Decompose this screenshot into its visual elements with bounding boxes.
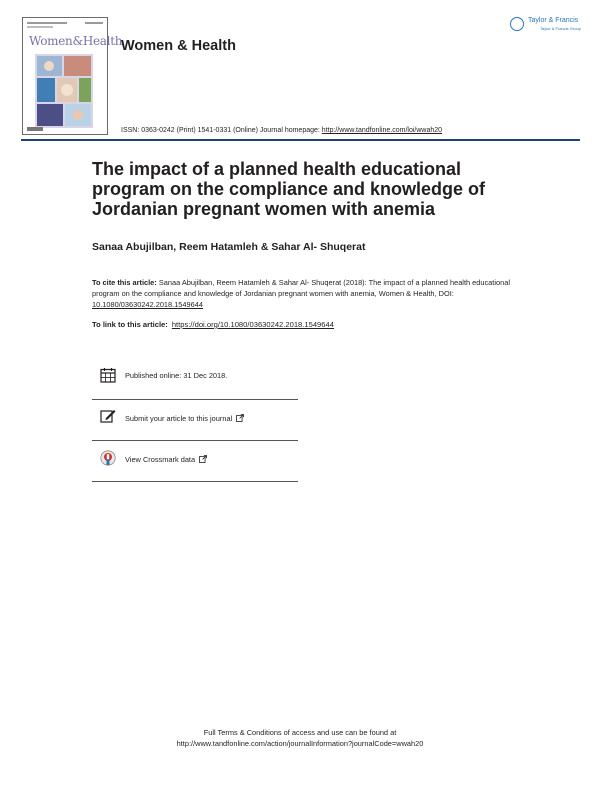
- publisher-logo-icon: [510, 17, 524, 31]
- external-link-icon: [199, 455, 207, 463]
- publisher-name: Taylor & Francis: [528, 17, 579, 24]
- cover-text-line: [85, 22, 103, 24]
- published-date: Published online: 31 Dec 2018.: [125, 371, 228, 380]
- footer-terms-url[interactable]: http://www.tandfonline.com/action/journalInformation?journalCode=wwah20: [176, 739, 424, 748]
- citation-label: To cite this article:: [92, 278, 157, 287]
- crossmark-icon: [100, 450, 116, 466]
- external-link-icon: [236, 414, 244, 422]
- publisher-group: Taylor & Francis Group: [540, 26, 581, 31]
- cover-title: Women&Health: [29, 34, 123, 48]
- issn-text: ISSN: 0363-0242 (Print) 1541-0331 (Online) Journal homepage:: [121, 127, 322, 134]
- journal-homepage-link[interactable]: http://www.tandfonline.com/loi/wwah20: [321, 127, 443, 134]
- submit-article-label: Submit your article to this journal: [125, 414, 233, 423]
- journal-name: Women & Health: [121, 38, 236, 54]
- info-divider: [92, 440, 298, 441]
- citation-text: Sanaa Abujilban, Reem Hatamleh & Sahar Al- Shuqerat (2018): The impact of a planned health educational program on the compliance and knowledge of Jordanian pregnant women with anemia, Women & Health, DOI:: [92, 278, 510, 298]
- cover-text-line: [27, 22, 67, 24]
- article-authors: Sanaa Abujilban, Reem Hatamleh & Sahar Al- Shuqerat: [92, 241, 366, 253]
- info-divider: [92, 399, 298, 400]
- crossmark-label: View Crossmark data: [125, 455, 196, 464]
- article-link-row: [92, 320, 334, 329]
- submit-article-link[interactable]: [125, 414, 244, 423]
- article-title: The impact of a planned health educational program on the compliance and knowledge of Jordanian pregnant women with anemia: [92, 159, 486, 219]
- cover-publisher-logo: [27, 127, 43, 131]
- header-divider: [21, 139, 580, 141]
- calendar-icon: [100, 367, 116, 383]
- edit-icon: [100, 408, 116, 424]
- cover-photo-collage: [35, 54, 93, 128]
- crossmark-link[interactable]: [125, 455, 207, 464]
- footer-terms-text: Full Terms & Conditions of access and use can be found at: [203, 728, 397, 737]
- publisher-logo[interactable]: [510, 17, 584, 35]
- citation-block: [92, 277, 522, 310]
- footer: [0, 727, 600, 749]
- article-doi-url[interactable]: https://doi.org/10.1080/03630242.2018.1549644: [171, 320, 334, 329]
- article-link-label: To link to this article:: [92, 320, 168, 329]
- cover-text-line: [27, 26, 53, 28]
- citation-doi-link[interactable]: 10.1080/03630242.2018.1549644: [92, 300, 203, 309]
- info-divider: [92, 481, 298, 482]
- issn-line: [121, 127, 442, 134]
- journal-cover: [22, 17, 123, 135]
